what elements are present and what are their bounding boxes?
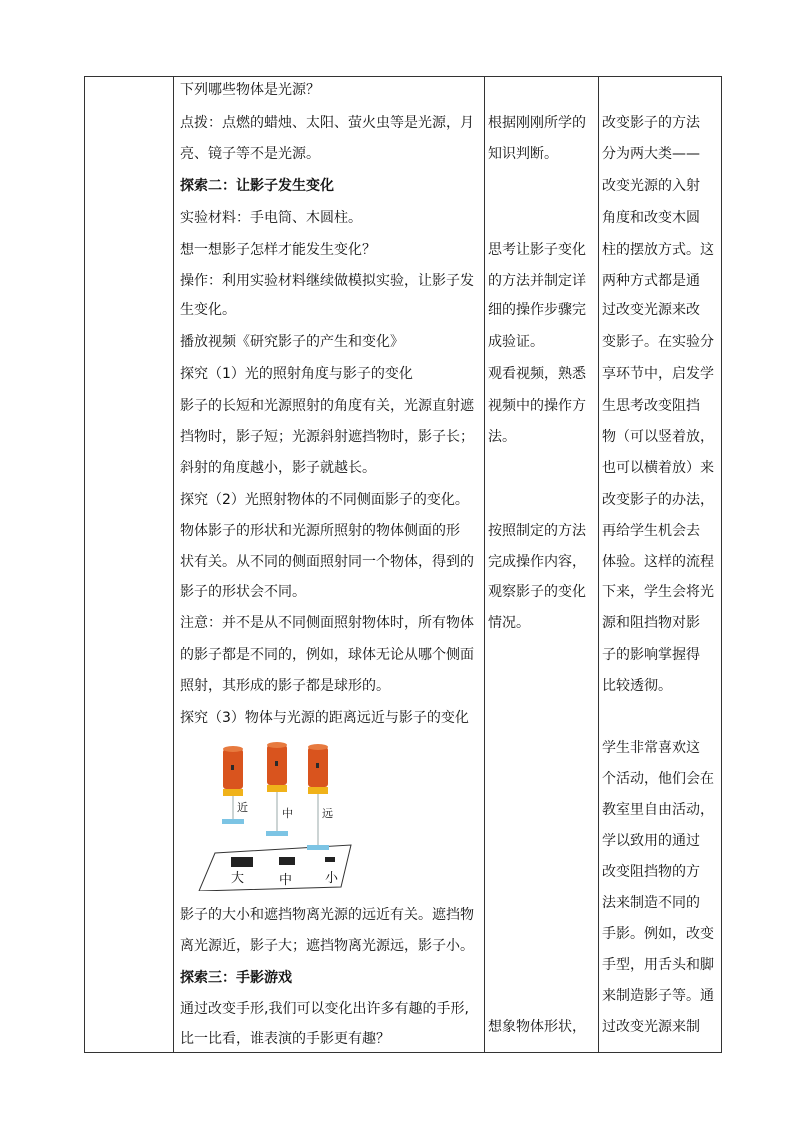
- content-line: 操作：利用实验材料继续做模拟实验，让影子发: [180, 273, 474, 289]
- content-line: 想一想影子怎样才能发生变化？: [180, 242, 376, 258]
- label-near: 近: [237, 801, 248, 814]
- column-teaching-content: [180, 77, 482, 1052]
- intent-line: 分为两大类——: [602, 146, 700, 162]
- column-stage: [85, 77, 173, 1052]
- intent-line: 手影。例如，改变: [602, 926, 714, 942]
- intent-line: 比较透彻。: [602, 678, 672, 694]
- content-line: 离光源近，影子大；遮挡物离光源远，影子小。: [180, 938, 474, 954]
- label-far: 远: [322, 807, 333, 820]
- content-line: 的影子都是不同的，例如，球体无论从哪个侧面: [180, 647, 474, 663]
- intent-line: 源和阻挡物对影: [602, 615, 700, 631]
- label-small: 小: [325, 871, 339, 886]
- student-line: 的方法并制定详: [488, 273, 586, 289]
- content-line: 播放视频《研究影子的产生和变化》: [180, 334, 404, 350]
- student-line: 想象物体形状，: [488, 1019, 586, 1035]
- intent-line: 享环节中，启发学: [602, 366, 714, 382]
- intent-line: 过改变光源来改: [602, 302, 700, 318]
- student-line: 成验证。: [488, 334, 544, 350]
- student-line: 视频中的操作方: [488, 398, 586, 414]
- content-line: 探究（1）光的照射角度与影子的变化: [180, 366, 413, 382]
- content-line: 下列哪些物体是光源？: [180, 82, 320, 98]
- content-line: 挡物时，影子短；光源斜射遮挡物时，影子长；: [180, 429, 474, 445]
- student-line: 法。: [488, 429, 516, 445]
- flashlight-far-icon: [307, 744, 329, 850]
- student-line: 根据刚刚所学的: [488, 115, 586, 131]
- content-line: 生变化。: [180, 302, 236, 318]
- student-line: 完成操作内容，: [488, 554, 586, 570]
- section-heading-explore-3: 探索三：手影游戏: [180, 970, 292, 986]
- content-line: 注意：并不是从不同侧面照射物体时，所有物体: [180, 615, 474, 631]
- intent-line: 改变阻挡物的方: [602, 864, 700, 880]
- intent-line: 柱的摆放方式。这: [602, 242, 714, 258]
- student-line: 知识判断。: [488, 146, 558, 162]
- content-line: 通过改变手形,我们可以变化出许多有趣的手形,: [180, 1001, 469, 1017]
- section-heading-explore-2: 探索二：让影子发生变化: [180, 178, 334, 194]
- intent-line: 角度和改变木圆: [602, 210, 700, 226]
- label-medium: 中: [279, 873, 293, 888]
- shadow-small: [325, 857, 335, 862]
- intent-line: 改变影子的办法，: [602, 492, 714, 508]
- content-line: 探究（2）光照射物体的不同侧面影子的变化。: [180, 492, 469, 508]
- column-design-intent: [602, 77, 717, 1052]
- content-line: 影子的长短和光源照射的角度有关，光源直射遮: [180, 398, 474, 414]
- intent-line: 个活动，他们会在: [602, 771, 714, 787]
- student-line: 细的操作步骤完: [488, 302, 586, 318]
- intent-line: 两种方式都是通: [602, 273, 700, 289]
- content-line: 比一比看，谁表演的手影更有趣？: [180, 1031, 390, 1047]
- student-line: 思考让影子变化: [488, 242, 586, 258]
- student-line: 观看视频，熟悉: [488, 366, 586, 382]
- content-line: 影子的形状会不同。: [180, 584, 306, 600]
- intent-line: 教室里自由活动，: [602, 802, 714, 818]
- lesson-table: [84, 76, 722, 1053]
- content-line: 实验材料：手电筒、木圆柱。: [180, 210, 362, 226]
- content-line: 斜射的角度越小，影子就越长。: [180, 460, 376, 476]
- intent-line: 过改变光源来制: [602, 1019, 700, 1035]
- column-divider-1: [173, 77, 174, 1052]
- intent-line: 生思考改变阻挡: [602, 398, 700, 414]
- column-divider-2: [484, 77, 485, 1052]
- shadow-medium: [279, 857, 295, 865]
- content-line: 照射，其形成的影子都是球形的。: [180, 678, 390, 694]
- content-line: 状有关。从不同的侧面照射同一个物体，得到的: [180, 554, 474, 570]
- intent-line: 来制造影子等。通: [602, 988, 714, 1004]
- intent-line: 体验。这样的流程: [602, 554, 714, 570]
- shadow-distance-illustration: [191, 741, 371, 891]
- intent-line: 变影子。在实验分: [602, 334, 714, 350]
- student-line: 情况。: [488, 615, 530, 631]
- intent-line: 手型，用舌头和脚: [602, 957, 714, 973]
- content-line: 亮、镜子等不是光源。: [180, 146, 320, 162]
- content-line: 影子的大小和遮挡物离光源的远近有关。遮挡物: [180, 907, 474, 923]
- intent-line: 再给学生机会去: [602, 523, 700, 539]
- shadow-big: [231, 857, 253, 867]
- column-student-activity: [488, 77, 596, 1052]
- intent-line: 改变影子的方法: [602, 115, 700, 131]
- intent-line: 子的影响掌握得: [602, 647, 700, 663]
- content-line: 点拨：点燃的蜡烛、太阳、萤火虫等是光源，月: [180, 115, 474, 131]
- column-divider-3: [598, 77, 599, 1052]
- student-line: 按照制定的方法: [488, 523, 586, 539]
- intent-line: 学以致用的通过: [602, 833, 700, 849]
- intent-line: 法来制造不同的: [602, 895, 700, 911]
- intent-line: 学生非常喜欢这: [602, 740, 700, 756]
- student-line: 观察影子的变化: [488, 584, 586, 600]
- intent-line: 下来，学生会将光: [602, 584, 714, 600]
- label-big: 大: [231, 871, 245, 886]
- intent-line: 物（可以竖着放，: [602, 429, 714, 445]
- content-line: 物体影子的形状和光源所照射的物体侧面的形: [180, 523, 460, 539]
- intent-line: 改变光源的入射: [602, 178, 700, 194]
- content-line: 探究（3）物体与光源的距离远近与影子的变化: [180, 710, 469, 726]
- label-mid: 中: [282, 807, 293, 820]
- intent-line: 也可以横着放）来: [602, 460, 714, 476]
- flashlight-middle-icon: [266, 742, 288, 836]
